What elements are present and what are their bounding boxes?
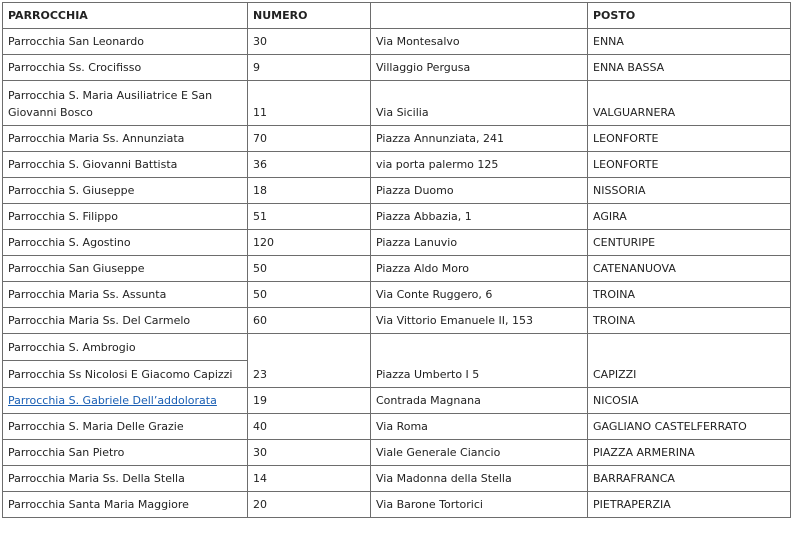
table-row	[3, 204, 791, 230]
cell-parrocchia: Parrocchia S. Giovanni Battista	[3, 152, 248, 178]
cell-parrocchia: Parrocchia San Giuseppe	[3, 256, 248, 282]
cell-parrocchia: Parrocchia S. Ambrogio	[3, 334, 248, 361]
table-body-top	[3, 29, 791, 334]
header-posto: POSTO	[588, 3, 791, 29]
cell-numero: 18	[248, 178, 371, 204]
cell-posto: CAPIZZI	[588, 334, 791, 388]
header-address	[371, 3, 588, 29]
cell-parrocchia	[3, 388, 248, 414]
table-row	[3, 282, 791, 308]
table-row	[3, 334, 791, 361]
cell-address: Villaggio Pergusa	[371, 55, 588, 81]
cell-parrocchia: Parrocchia Maria Ss. Della Stella	[3, 466, 248, 492]
cell-posto: LEONFORTE	[588, 152, 791, 178]
table-body-merged	[3, 334, 791, 388]
header-parrocchia: PARROCCHIA	[3, 3, 248, 29]
cell-numero: 36	[248, 152, 371, 178]
parish-link[interactable]: Parrocchia S. Gabriele Dell’addolorata	[8, 394, 217, 407]
cell-numero: 14	[248, 466, 371, 492]
table-row	[3, 492, 791, 518]
cell-posto: LEONFORTE	[588, 126, 791, 152]
table-row	[3, 388, 791, 414]
cell-numero: 50	[248, 282, 371, 308]
cell-numero: 51	[248, 204, 371, 230]
cell-numero: 11	[248, 81, 371, 126]
header-row	[3, 3, 791, 29]
table-row	[3, 29, 791, 55]
cell-parrocchia: Parrocchia San Pietro	[3, 440, 248, 466]
cell-address: Contrada Magnana	[371, 388, 588, 414]
cell-parrocchia: Parrocchia Maria Ss. Assunta	[3, 282, 248, 308]
cell-posto: NICOSIA	[588, 388, 791, 414]
cell-numero: 30	[248, 29, 371, 55]
cell-posto: CATENANUOVA	[588, 256, 791, 282]
cell-posto: BARRAFRANCA	[588, 466, 791, 492]
cell-posto: ENNA	[588, 29, 791, 55]
table-row	[3, 256, 791, 282]
cell-numero: 19	[248, 388, 371, 414]
cell-address: Piazza Umberto I 5	[371, 334, 588, 388]
cell-address: Via Sicilia	[371, 81, 588, 126]
cell-parrocchia: Parrocchia S. Maria Delle Grazie	[3, 414, 248, 440]
table-body-bottom	[3, 388, 791, 518]
cell-address: Piazza Lanuvio	[371, 230, 588, 256]
cell-address: Viale Generale Ciancio	[371, 440, 588, 466]
cell-posto: TROINA	[588, 282, 791, 308]
cell-address: Piazza Aldo Moro	[371, 256, 588, 282]
table-row	[3, 178, 791, 204]
cell-parrocchia: Parrocchia Ss. Crocifisso	[3, 55, 248, 81]
cell-parrocchia: Parrocchia S. Filippo	[3, 204, 248, 230]
cell-posto: PIETRAPERZIA	[588, 492, 791, 518]
cell-posto: ENNA BASSA	[588, 55, 791, 81]
table-row	[3, 308, 791, 334]
cell-numero: 9	[248, 55, 371, 81]
cell-posto: GAGLIANO CASTELFERRATO	[588, 414, 791, 440]
cell-posto: NISSORIA	[588, 178, 791, 204]
cell-address: Piazza Annunziata, 241	[371, 126, 588, 152]
cell-numero: 23	[248, 334, 371, 388]
table-row	[3, 55, 791, 81]
table-row	[3, 152, 791, 178]
cell-parrocchia: Parrocchia Ss Nicolosi E Giacomo Capizzi	[3, 361, 248, 388]
cell-numero: 120	[248, 230, 371, 256]
cell-parrocchia: Parrocchia Maria Ss. Del Carmelo	[3, 308, 248, 334]
parish-table-container	[2, 2, 791, 518]
cell-numero: 40	[248, 414, 371, 440]
table-row	[3, 81, 791, 126]
cell-parrocchia: Parrocchia Maria Ss. Annunziata	[3, 126, 248, 152]
cell-parrocchia: Parrocchia Santa Maria Maggiore	[3, 492, 248, 518]
cell-address: Via Barone Tortorici	[371, 492, 588, 518]
cell-parrocchia: Parrocchia S. Giuseppe	[3, 178, 248, 204]
cell-address: Via Montesalvo	[371, 29, 588, 55]
table-row	[3, 414, 791, 440]
cell-posto: VALGUARNERA	[588, 81, 791, 126]
table-row	[3, 440, 791, 466]
cell-parrocchia: Parrocchia S. Agostino	[3, 230, 248, 256]
cell-address: Piazza Abbazia, 1	[371, 204, 588, 230]
cell-parrocchia: Parrocchia San Leonardo	[3, 29, 248, 55]
cell-numero: 60	[248, 308, 371, 334]
table-row	[3, 466, 791, 492]
table-row	[3, 230, 791, 256]
header-numero: NUMERO	[248, 3, 371, 29]
cell-posto: PIAZZA ARMERINA	[588, 440, 791, 466]
cell-parrocchia: Parrocchia S. Maria Ausiliatrice E San Giovanni Bosco	[3, 81, 248, 126]
cell-address: Via Vittorio Emanuele II, 153	[371, 308, 588, 334]
parish-table	[2, 2, 791, 518]
cell-address: via porta palermo 125	[371, 152, 588, 178]
cell-posto: AGIRA	[588, 204, 791, 230]
cell-posto: TROINA	[588, 308, 791, 334]
cell-address: Piazza Duomo	[371, 178, 588, 204]
cell-numero: 20	[248, 492, 371, 518]
cell-address: Via Roma	[371, 414, 588, 440]
cell-posto: CENTURIPE	[588, 230, 791, 256]
cell-numero: 50	[248, 256, 371, 282]
cell-numero: 30	[248, 440, 371, 466]
cell-address: Via Conte Ruggero, 6	[371, 282, 588, 308]
table-row	[3, 126, 791, 152]
cell-address: Via Madonna della Stella	[371, 466, 588, 492]
cell-numero: 70	[248, 126, 371, 152]
